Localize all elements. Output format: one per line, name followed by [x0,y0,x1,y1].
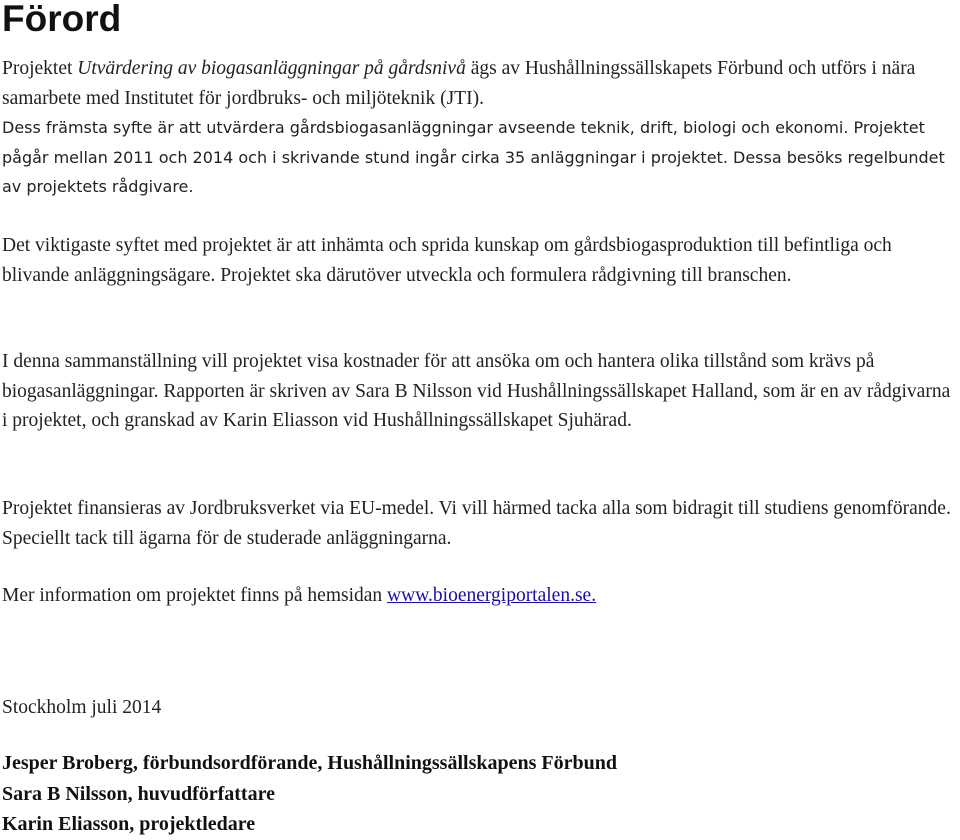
signature-line: Sara B Nilsson, huvudförfattare [2,782,275,805]
place-date: Stockholm juli 2014 [2,697,162,718]
signature-line: Jesper Broberg, förbundsordförande, Hushållningssällskapens Förbund [2,752,617,774]
paragraph-intro [2,54,957,202]
intro-post: ägs av Hushållningssällskapets Förbund och utförs i nära samarbete med Institutet för jordbruks- och miljöteknik (JTI). [2,58,916,109]
website-link[interactable]: www.bioenergiportalen.se. [387,585,597,606]
more-info-text: Mer information om projektet finns på hemsidan [2,585,388,606]
paragraph-intro-sans: Dess främsta syfte är att utvärdera gårdsbiogasanläggningar avseende teknik, drift, biologi och ekonomi. Projektet pågår mellan 2011 och 2014 och i skrivande stund ingår cirka 35 anläggningar i projektet. Dessa besöks regelbundet av projektets rådgivare. [2,118,945,196]
page-title: Förord [2,0,122,39]
project-title-italic: Utvärdering av biogasanläggningar på gårdsnivå [77,58,466,79]
paragraph-intro-serif [2,54,957,113]
paragraph-funding: Projektet finansieras av Jordbruksverket via EU-medel. Vi vill härmed tacka alla som bidragit till studiens genomförande. Speciellt tack till ägarna för de studerade anläggningarna. [2,498,951,549]
signature-block [2,748,957,840]
paragraph-purpose: Det viktigaste syftet med projektet är att inhämta och sprida kunskap om gårdsbiogasproduktion till befintliga och blivande anläggningsägare. Projektet ska därutöver utveckla och formulera rådgivning till branschen. [2,235,892,286]
paragraph-summary: I denna sammanställning vill projektet visa kostnader för att ansöka om och hantera olika tillstånd som krävs på biogasanläggningar. Rapporten är skriven av Sara B Nilsson vid Hushållningssällskapet Halland, som är en av rådgivarna i projektet, och granskad av Karin Eliasson vid Hushållningssällskapet Sjuhärad. [2,351,951,431]
signature-line: Karin Eliasson, projektledare [2,813,256,835]
intro-pre: Projektet [2,58,78,79]
paragraph-more-info [2,581,957,611]
